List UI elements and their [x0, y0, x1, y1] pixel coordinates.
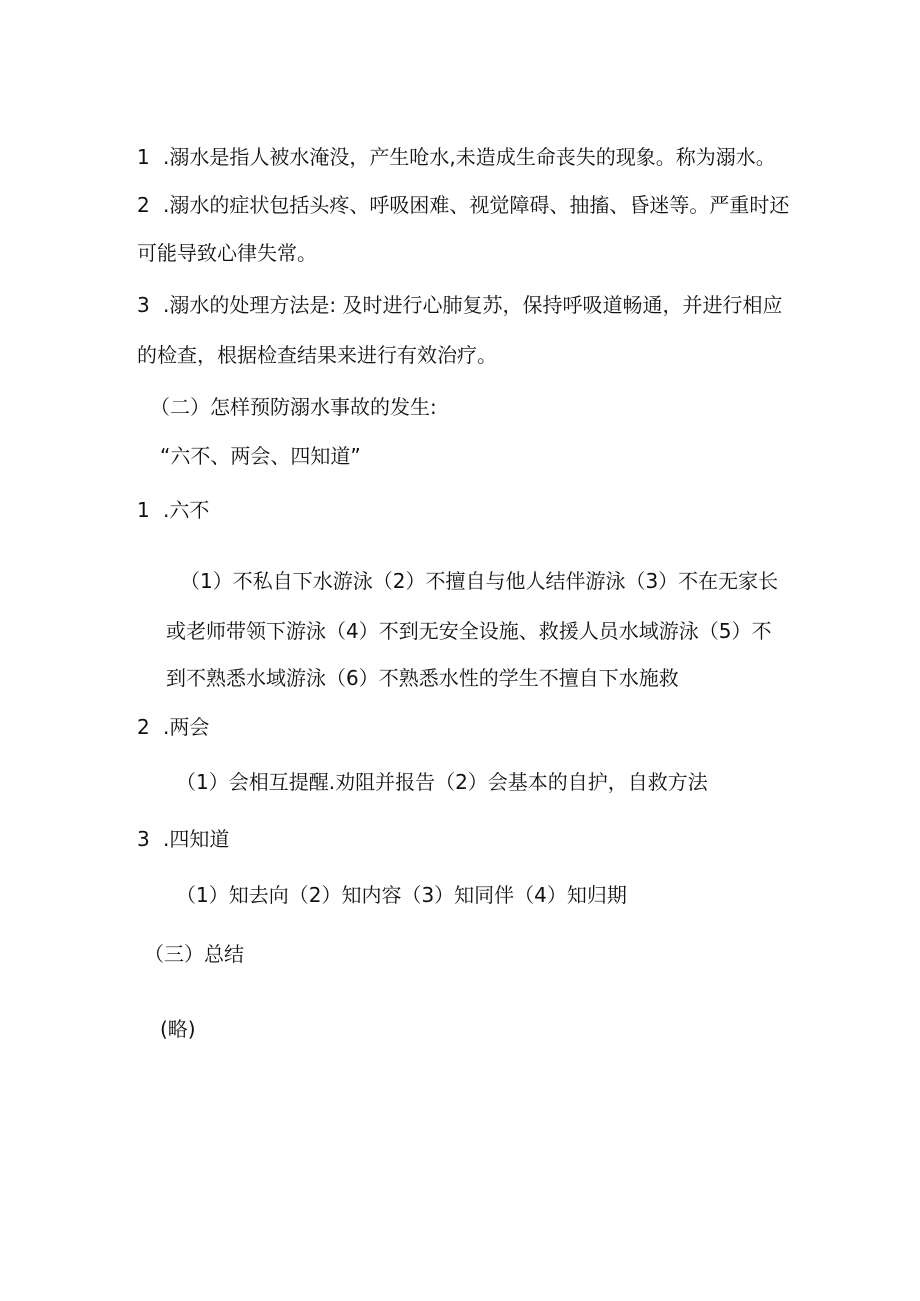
six-no-line-3: 到不熟悉水域游泳（6）不熟悉水性的学生不擅自下水施救: [166, 666, 679, 690]
item-text: .溺水是指人被水淹没，产生呛水,未造成生命丧失的现象。称为溺水。: [163, 145, 776, 169]
item-number: 3: [137, 827, 150, 851]
item-number: 1: [137, 145, 150, 169]
four-know-line: （1）知去向（2）知内容（3）知同伴（4）知归期: [176, 883, 627, 907]
item-3: [137, 291, 782, 319]
six-no-title: [137, 496, 209, 524]
section-2-heading: （二）怎样预防溺水事故的发生:: [150, 395, 437, 419]
two-can-line: （1）会相互提醒.劝阻并报告（2）会基本的自护，自救方法: [176, 770, 708, 794]
section-3-heading: （三）总结: [144, 942, 244, 966]
slogan: “六不、两会、四知道”: [160, 444, 361, 468]
item-2: [137, 191, 789, 219]
item-number: 2: [137, 715, 150, 739]
item-text: .四知道: [163, 827, 230, 851]
item-text: .两会: [163, 715, 210, 739]
item-1: [137, 143, 776, 171]
six-no-line-1: （1）不私自下水游泳（2）不擅自与他人结伴游泳（3）不在无家长: [180, 569, 779, 593]
item-3-continuation: 的检查，根据检查结果来进行有效治疗。: [137, 343, 497, 367]
item-text: .溺水的处理方法是: 及时进行心肺复苏，保持呼吸道畅通，并进行相应: [163, 293, 783, 317]
two-can-title: [137, 713, 209, 741]
four-know-title: [137, 825, 229, 853]
item-2-continuation: 可能导致心律失常。: [137, 241, 317, 265]
item-number: 1: [137, 498, 150, 522]
item-number: 3: [137, 293, 150, 317]
item-number: 2: [137, 193, 150, 217]
summary-text: (略): [160, 1017, 196, 1041]
item-text: .六不: [163, 498, 210, 522]
six-no-line-2: 或老师带领下游泳（4）不到无安全设施、救援人员水域游泳（5）不: [166, 619, 772, 643]
item-text: .溺水的症状包括头疼、呼吸困难、视觉障碍、抽搐、昏迷等。严重时还: [163, 193, 790, 217]
